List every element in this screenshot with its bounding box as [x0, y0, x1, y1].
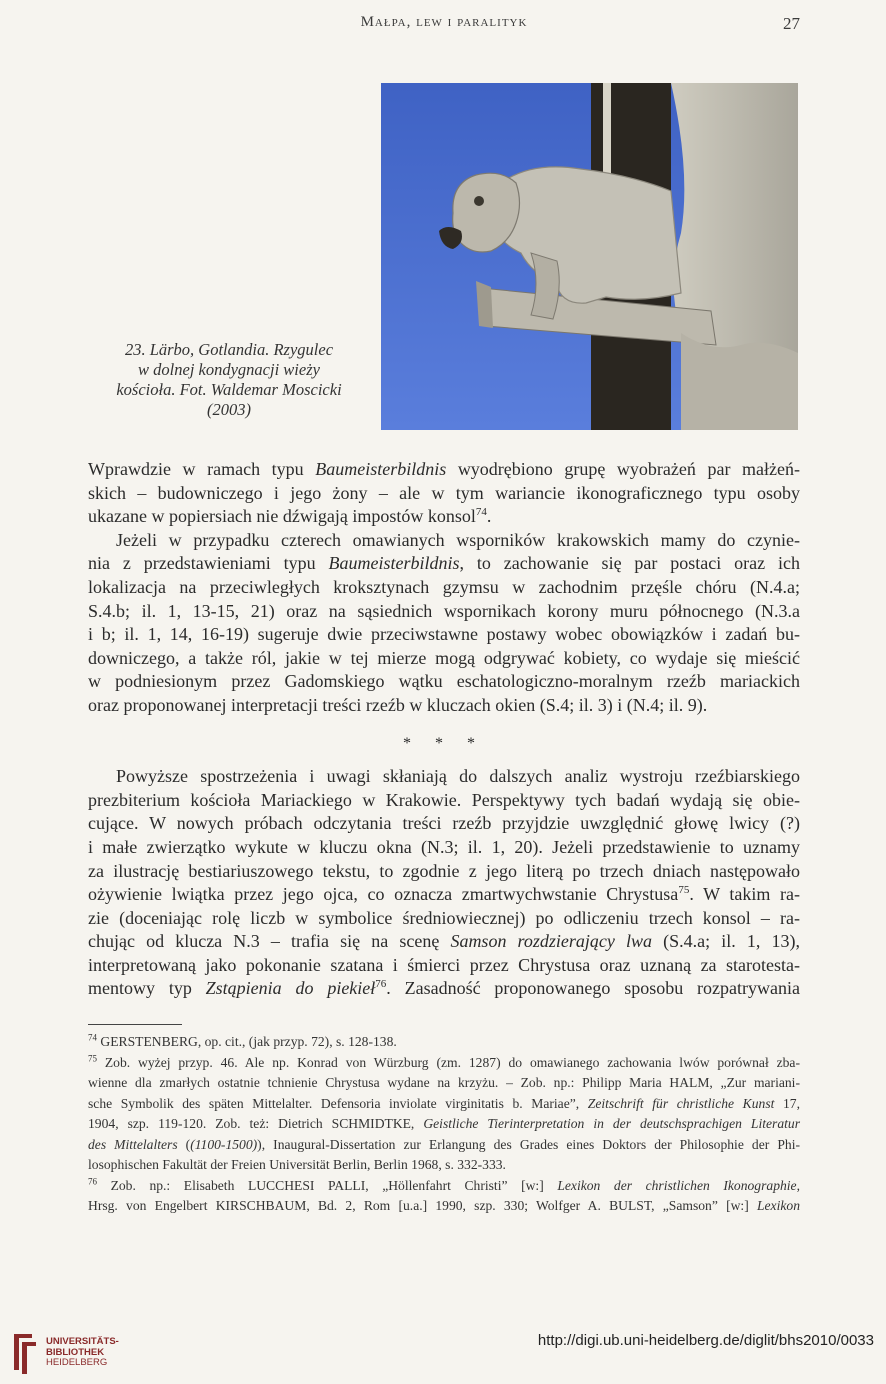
paragraph-3-line: i małe zwierzątko wykute w kluczu okna (N.3; il. 1, 20). Jeżeli przedstawienie to uznamy	[88, 836, 800, 857]
paragraph-2-line: lokalizacja na przeciwległych kroksztynach gzymsu w zachodnim przęśle chóru (N.4.a;	[88, 576, 800, 597]
paragraph-2-line: downiczego, a także ról, jakie w tej mierze mogą odgrywać kobiety, co wydaje się mieścić	[88, 647, 800, 668]
paragraph-2-line: w podniesionym przez Gadomskiego wątku eschatologiczno-moralnym rzeźb mariackich	[88, 671, 800, 692]
caption-line: w dolnej kondygnacji wieży	[138, 360, 320, 379]
paragraph-2-line: i b; il. 1, 14, 16-19) sugeruje dwie przeciwstawne postawy wobec obowiązków i zadań bu-	[88, 624, 800, 645]
footnote-ref-75[interactable]: 75	[678, 884, 690, 897]
paragraph-3-line: Powyższe spostrzeżenia i uwagi skłaniają do dalszych analiz wystroju rzeźbiarskiego	[116, 766, 800, 787]
paragraph-3-line: ożywienie lwiątka przez jego ojca, co oznacza zmartwychwstanie Chrystusa$^{75}$. W takim ra-	[88, 884, 801, 905]
paragraph-1-line: skich – budowniczego i jego żony – ale w tym wariancie ikonograficznego typu osoby	[88, 482, 800, 503]
paragraph-1-line: Wprawdzie w ramach typu Baumeisterbildnis wyodrębiono grupę wyobrażeń par małżeń-	[88, 459, 800, 479]
gargoyle-illustration	[381, 83, 798, 430]
gargoyle-photo	[381, 83, 798, 430]
paragraph-3-line: chując od klucza N.3 – trafia się na scenę Samson rozdzierający lwa (S.4.a; il. 1, 13),	[88, 931, 800, 952]
digitization-footer	[0, 1318, 886, 1384]
footnote-74: $^{74}$ GERSTENBERG, op. cit., (jak przyp. 72), s. 128-138.	[88, 1032, 397, 1049]
caption-line: kościoła. Fot. Waldemar Moscicki	[116, 380, 342, 399]
paragraph-2-line: S.4.b; il. 1, 13-15, 21) oraz na sąsiednich wspornikach korony muru północnego (N.3.a	[88, 600, 800, 621]
footnote-76: $^{76}$ Zob. np.: Elisabeth LUCCHESI PALLI, „Höllenfahrt Christi” [w:] Lexikon der christlichen Ikonographie,	[88, 1175, 800, 1193]
paragraph-3-line: prezbiterium kościoła Mariackiego w Krakowie. Perspektywy tych badań wydają się obie-	[88, 789, 800, 810]
footnote-ref-76[interactable]: 76	[375, 978, 387, 991]
paragraph-3-line: za ilustrację bestiariuszowego tekstu, to zgodnie z jego literą po trzech dniach następowało	[88, 860, 800, 881]
running-title: Małpa, lew i paralityk	[360, 14, 528, 30]
footnote-76-line: Hrsg. von Engelbert KIRSCHBAUM, Bd. 2, Rom [u.a.] 1990, szp. 330; Wolfger A. BULST, „Samson” [w:] Lexikon	[88, 1198, 800, 1213]
gargoyle-eye	[474, 196, 484, 206]
library-name-line: HEIDELBERG	[46, 1357, 108, 1368]
footnote-75-line: des Mittelalters ((1100-1500)), Inaugural-Dissertation zur Erlangung des Grades eines Doktors der Philosophie der Phi-	[88, 1136, 800, 1152]
paragraph-2-line: Jeżeli w przypadku czterech omawianych wsporników krakowskich mamy do czynie-	[116, 529, 800, 550]
footnotes	[88, 1032, 800, 1217]
footnote-75-line: losophischen Fakultät der Freien Universität Berlin, Berlin 1968, s. 332-333.	[88, 1157, 506, 1172]
footnote-75-line: 1904, szp. 119-120. Zob. też: Dietrich SCHMIDTKE, Geistliche Tierinterpretation in der deutschsprachigen Literatur	[88, 1116, 800, 1131]
figure-caption	[88, 340, 370, 420]
source-url-link[interactable]: http://digi.ub.uni-heidelberg.de/diglit/bhs2010/0033	[537, 1332, 874, 1349]
section-break: * * *	[403, 734, 485, 752]
library-name	[46, 1337, 119, 1369]
paragraph-1-line: ukazane w popiersiach nie dźwigają impostów konsol$^{74}$.	[88, 506, 492, 527]
paragraph-3-line: mentowy typ Zstąpienia do piekieł$^{76}$. Zasadność proponowanego sposobu rozpatrywania	[88, 978, 801, 999]
paragraph-2-line: nia z przedstawieniami typu Baumeisterbildnis, to zachowanie się par postaci oraz ich	[88, 553, 801, 574]
main-text	[88, 458, 800, 1001]
footnote-75-line: sche Symbolik des späten Mittelalter. Defensoria inviolate virginitatis b. Mariae”, Zeitschrift für christliche Kunst 17,	[88, 1095, 800, 1111]
running-header	[88, 14, 800, 36]
library-name-line: UNIVERSITÄTS-	[46, 1336, 119, 1347]
caption-line: 23. Lärbo, Gotlandia. Rzygulec	[124, 340, 334, 359]
paragraph-3-line: cujące. W nowych próbach odczytania treści rzeźb przyjdzie uwzględnić głowę lwicy (?)	[88, 813, 800, 834]
footnote-75-line: wienne dla zmarłych ostatnie tchnienie Chrystusa wydane na krzyżu. – Zob. np.: Philipp Maria HALM, „Zur mariani-	[88, 1075, 800, 1090]
paragraph-3-line: interpretowaną jako pokonanie szatana i śmierci przez Chrystusa oraz uznaną za starotesta-	[88, 954, 800, 975]
paragraph-2-line: oraz proponowanej interpretacji treści rzeźb w kluczach okien (S.4; il. 3) i (N.4; il. 9).	[88, 694, 708, 715]
library-name-line: BIBLIOTHEK	[46, 1346, 105, 1358]
wall-base	[681, 333, 798, 430]
library-logo-icon	[10, 1330, 38, 1376]
footnote-ref-74[interactable]: 74	[475, 506, 487, 519]
paragraph-3-line: zie (doceniając rolę liczb w symbolice średniowiecznej) po odliczeniu trzech konsol – ra-	[88, 907, 800, 928]
caption-line: (2003)	[207, 400, 251, 419]
footnote-75: $^{75}$ Zob. wyżej przyp. 46. Ale np. Konrad von Würzburg (zm. 1287) do omawianego zachowania lwów porównał zba-	[88, 1052, 800, 1070]
footnote-divider	[88, 1024, 182, 1025]
page-number: 27	[783, 14, 800, 33]
